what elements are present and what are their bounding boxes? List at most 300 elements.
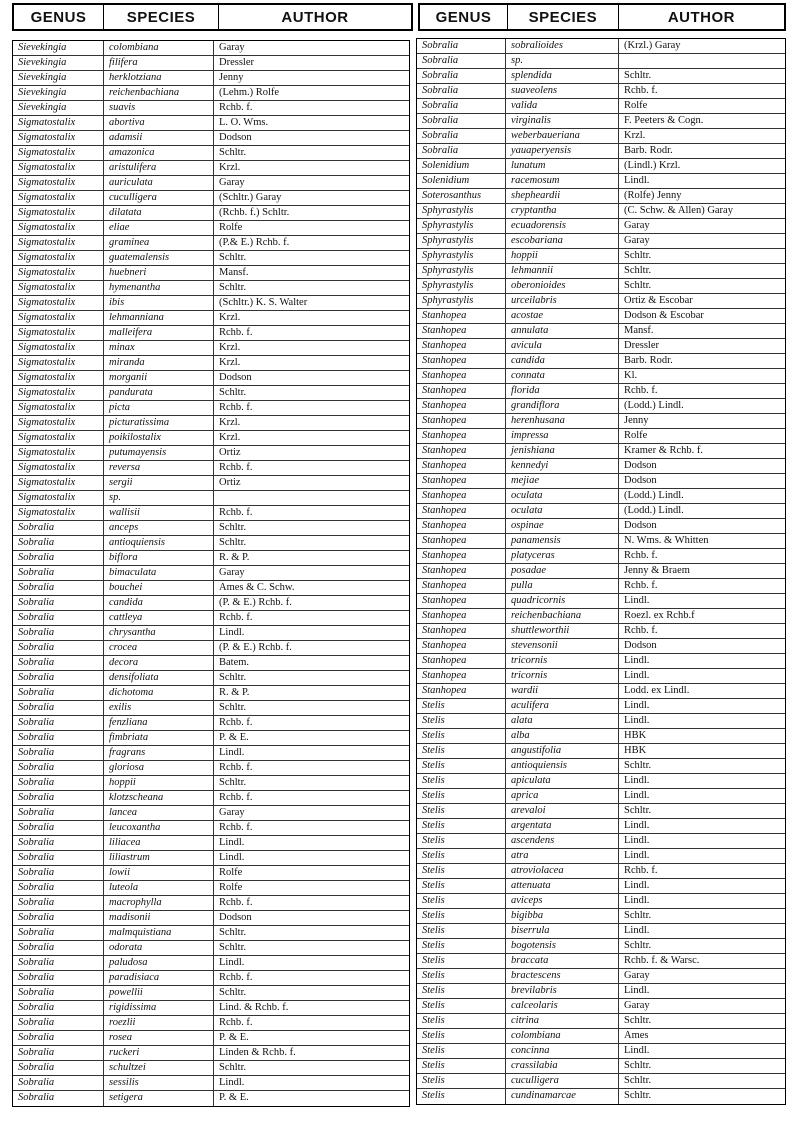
genus-cell: Sievekingia (18, 87, 67, 98)
species-cell: amazonica (103, 146, 213, 160)
author-cell: Ortiz (213, 446, 408, 460)
genus-cell: Stelis (422, 775, 445, 786)
genus-cell: Sobralia (18, 582, 55, 593)
table-row (417, 594, 785, 609)
table-row (13, 251, 409, 266)
author-cell: Schltr. (213, 536, 408, 550)
table-row (13, 116, 409, 131)
author-cell: Schltr. (618, 1014, 784, 1028)
table-row (13, 971, 409, 986)
author-cell: Rchb. f. (618, 624, 784, 638)
table-row (417, 744, 785, 759)
species-cell: urceilabris (505, 294, 618, 308)
species-cell: impressa (505, 429, 618, 443)
table-row (13, 941, 409, 956)
table-row (13, 356, 409, 371)
species-cell: abortiva (103, 116, 213, 130)
species-cell: densifoliata (103, 671, 213, 685)
author-cell: (P. & E.) Rchb. f. (213, 641, 408, 655)
left-table (12, 40, 410, 1107)
author-cell: Garay (213, 41, 408, 55)
author-cell: Lindl. (618, 879, 784, 893)
genus-cell: Stelis (422, 715, 445, 726)
author-cell: L. O. Wms. (213, 116, 408, 130)
author-cell: Schltr. (618, 1074, 784, 1088)
author-cell: Rchb. f. (618, 864, 784, 878)
species-cell: candida (103, 596, 213, 610)
author-cell: Ortiz & Escobar (618, 294, 784, 308)
table-row (13, 536, 409, 551)
table-row (417, 354, 785, 369)
table-row (417, 669, 785, 684)
genus-cell: Sobralia (422, 85, 459, 96)
species-cell: wardii (505, 684, 618, 698)
table-row (13, 1046, 409, 1061)
author-cell: Barb. Rodr. (618, 144, 784, 158)
genus-cell: Stanhopea (422, 595, 467, 606)
table-row (417, 309, 785, 324)
table-row (417, 969, 785, 984)
genus-cell: Sigmatostalix (18, 342, 76, 353)
genus-cell: Sigmatostalix (18, 447, 76, 458)
genus-cell: Sobralia (18, 537, 55, 548)
species-cell: colombiana (103, 41, 213, 55)
species-cell: apiculata (505, 774, 618, 788)
species-cell: ecuadorensis (505, 219, 618, 233)
table-row (13, 896, 409, 911)
genus-cell: Stelis (422, 1045, 445, 1056)
genus-cell: Stelis (422, 880, 445, 891)
species-cell: putumayensis (103, 446, 213, 460)
table-row (417, 549, 785, 564)
table-row (13, 371, 409, 386)
author-cell: Dodson (618, 639, 784, 653)
author-cell: Lindl. (618, 849, 784, 863)
species-cell: poikilostalix (103, 431, 213, 445)
genus-cell: Stanhopea (422, 505, 467, 516)
species-cell: miranda (103, 356, 213, 370)
genus-cell: Sigmatostalix (18, 372, 76, 383)
table-row (417, 639, 785, 654)
author-cell: Ortiz (213, 476, 408, 490)
table-row (417, 909, 785, 924)
table-row (417, 999, 785, 1014)
author-header: AUTHOR (218, 5, 411, 29)
genus-cell: Sobralia (18, 717, 55, 728)
author-cell: Rchb. f. (213, 1016, 408, 1030)
author-cell: Dodson (618, 474, 784, 488)
genus-cell: Sobralia (422, 55, 459, 66)
author-cell: Lindl. (618, 984, 784, 998)
species-cell: argentata (505, 819, 618, 833)
author-cell: Barb. Rodr. (618, 354, 784, 368)
table-row (13, 476, 409, 491)
species-cell: aprica (505, 789, 618, 803)
genus-cell: Stanhopea (422, 640, 467, 651)
species-cell: powellii (103, 986, 213, 1000)
author-cell: Lindl. (618, 714, 784, 728)
species-cell: hymenantha (103, 281, 213, 295)
genus-cell: Sobralia (18, 672, 55, 683)
author-cell: Garay (213, 806, 408, 820)
genus-cell: Stanhopea (422, 340, 467, 351)
species-cell: madisonii (103, 911, 213, 925)
genus-cell: Sigmatostalix (18, 507, 76, 518)
species-cell: arevaloi (505, 804, 618, 818)
table-row (13, 191, 409, 206)
author-cell: (Lehm.) Rolfe (213, 86, 408, 100)
author-cell: Rchb. f. (213, 611, 408, 625)
author-cell: Dodson (213, 371, 408, 385)
species-cell: alba (505, 729, 618, 743)
table-row (417, 1044, 785, 1059)
author-cell: Mansf. (618, 324, 784, 338)
species-cell: ibis (103, 296, 213, 310)
table-row (13, 506, 409, 521)
species-cell: malleifera (103, 326, 213, 340)
author-cell: Lindl. (618, 924, 784, 938)
species-cell: attenuata (505, 879, 618, 893)
species-cell: aviceps (505, 894, 618, 908)
species-header: SPECIES (507, 5, 618, 29)
genus-cell: Sigmatostalix (18, 207, 76, 218)
species-cell: panamensis (505, 534, 618, 548)
genus-cell: Sobralia (18, 897, 55, 908)
author-cell: (P.& E.) Rchb. f. (213, 236, 408, 250)
species-cell: eliae (103, 221, 213, 235)
species-cell: exilis (103, 701, 213, 715)
table-row (417, 984, 785, 999)
author-cell: Schltr. (618, 249, 784, 263)
genus-cell: Stanhopea (422, 370, 467, 381)
table-row (417, 1029, 785, 1044)
table-row (13, 641, 409, 656)
table-row (417, 924, 785, 939)
table-row (13, 131, 409, 146)
table-row (13, 776, 409, 791)
genus-cell: Sobralia (18, 972, 55, 983)
species-cell: lancea (103, 806, 213, 820)
species-cell: biserrula (505, 924, 618, 938)
species-cell: oculata (505, 504, 618, 518)
species-cell: sessilis (103, 1076, 213, 1090)
genus-cell: Sigmatostalix (18, 387, 76, 398)
table-row (417, 279, 785, 294)
genus-cell: Sigmatostalix (18, 432, 76, 443)
species-cell: pandurata (103, 386, 213, 400)
genus-cell: Stanhopea (422, 415, 467, 426)
species-cell: setigera (103, 1091, 213, 1106)
species-cell: klotzscheana (103, 791, 213, 805)
author-cell: P. & E. (213, 1031, 408, 1045)
table-row (13, 1091, 409, 1106)
author-cell: (C. Schw. & Allen) Garay (618, 204, 784, 218)
genus-cell: Sobralia (18, 1047, 55, 1058)
table-row (13, 71, 409, 86)
genus-cell: Sobralia (18, 882, 55, 893)
author-cell: Rchb. f. (213, 761, 408, 775)
right-table (416, 38, 786, 1105)
species-cell: cuculligera (103, 191, 213, 205)
author-cell: Lindl. (213, 851, 408, 865)
species-cell: reichenbachiana (505, 609, 618, 623)
table-row (13, 281, 409, 296)
author-cell: Kl. (618, 369, 784, 383)
table-row (13, 986, 409, 1001)
table-row (417, 624, 785, 639)
genus-cell: Stanhopea (422, 325, 467, 336)
table-row (13, 236, 409, 251)
genus-cell: Solenidium (422, 160, 470, 171)
author-cell: P. & E. (213, 731, 408, 745)
table-row (13, 86, 409, 101)
species-cell: ruckeri (103, 1046, 213, 1060)
genus-cell: Stelis (422, 940, 445, 951)
species-cell: macrophylla (103, 896, 213, 910)
table-row (417, 294, 785, 309)
species-cell: chrysantha (103, 626, 213, 640)
author-cell: Rchb. f. (618, 549, 784, 563)
author-cell: F. Peeters & Cogn. (618, 114, 784, 128)
author-cell: N. Wms. & Whitten (618, 534, 784, 548)
table-row (417, 84, 785, 99)
genus-cell: Sobralia (18, 942, 55, 953)
species-cell: ospinae (505, 519, 618, 533)
genus-cell: Stanhopea (422, 475, 467, 486)
genus-cell: Sobralia (18, 657, 55, 668)
species-cell: yauaperyensis (505, 144, 618, 158)
author-cell: Garay (618, 234, 784, 248)
author-cell: Linden & Rchb. f. (213, 1046, 408, 1060)
genus-cell: Stelis (422, 1000, 445, 1011)
species-cell: atra (505, 849, 618, 863)
author-cell: Schltr. (618, 264, 784, 278)
table-row (13, 701, 409, 716)
table-row (417, 864, 785, 879)
genus-cell: Sphyrastylis (422, 295, 474, 306)
species-cell: florida (505, 384, 618, 398)
genus-cell: Sobralia (18, 642, 55, 653)
author-cell: Schltr. (213, 281, 408, 295)
table-row (13, 911, 409, 926)
table-row (417, 159, 785, 174)
genus-cell: Stelis (422, 700, 445, 711)
genus-cell: Sobralia (422, 130, 459, 141)
genus-cell: Sigmatostalix (18, 267, 76, 278)
species-cell: oculata (505, 489, 618, 503)
table-row (417, 939, 785, 954)
genus-cell: Stanhopea (422, 430, 467, 441)
species-cell: minax (103, 341, 213, 355)
right-header (418, 3, 786, 31)
genus-cell: Sobralia (18, 1092, 55, 1103)
author-cell: Krzl. (213, 161, 408, 175)
species-cell: antioquiensis (103, 536, 213, 550)
species-cell: bogotensis (505, 939, 618, 953)
species-cell: brevilabris (505, 984, 618, 998)
genus-cell: Sigmatostalix (18, 402, 76, 413)
genus-cell: Sobralia (18, 957, 55, 968)
genus-cell: Sobralia (18, 1062, 55, 1073)
table-row (417, 99, 785, 114)
table-row (13, 761, 409, 776)
table-row (417, 339, 785, 354)
author-cell: Krzl. (618, 129, 784, 143)
author-cell: Ames (618, 1029, 784, 1043)
species-cell: rigidissima (103, 1001, 213, 1015)
author-cell: Lindl. (618, 1044, 784, 1058)
author-cell: Schltr. (213, 521, 408, 535)
species-cell: tricornis (505, 654, 618, 668)
genus-cell: Stelis (422, 805, 445, 816)
table-row (13, 311, 409, 326)
genus-cell: Sobralia (18, 567, 55, 578)
table-row (417, 174, 785, 189)
species-cell: huebneri (103, 266, 213, 280)
author-cell: Jenny (213, 71, 408, 85)
author-cell: (Schltr.) Garay (213, 191, 408, 205)
genus-cell: Stelis (422, 1060, 445, 1071)
table-row (417, 249, 785, 264)
author-cell: Rchb. f. (618, 384, 784, 398)
species-cell: liliacea (103, 836, 213, 850)
table-row (13, 551, 409, 566)
table-row (13, 566, 409, 581)
genus-cell: Sobralia (18, 912, 55, 923)
table-row (13, 1061, 409, 1076)
table-row (13, 1076, 409, 1091)
species-cell: cuculligera (505, 1074, 618, 1088)
genus-cell: Stelis (422, 925, 445, 936)
genus-cell: Solenidium (422, 175, 470, 186)
genus-cell: Sigmatostalix (18, 462, 76, 473)
author-cell: Schltr. (618, 804, 784, 818)
author-cell: Dodson (618, 459, 784, 473)
table-row (13, 416, 409, 431)
author-cell: Jenny & Braem (618, 564, 784, 578)
species-cell: dilatata (103, 206, 213, 220)
genus-cell: Stanhopea (422, 685, 467, 696)
genus-cell: Sobralia (422, 100, 459, 111)
table-row (13, 491, 409, 506)
author-cell: Rchb. f. (213, 971, 408, 985)
genus-cell: Stelis (422, 835, 445, 846)
species-cell: bouchei (103, 581, 213, 595)
author-cell: Krzl. (213, 431, 408, 445)
species-cell: schultzei (103, 1061, 213, 1075)
species-cell: colombiana (505, 1029, 618, 1043)
species-cell: adamsii (103, 131, 213, 145)
table-row (417, 774, 785, 789)
table-row (417, 384, 785, 399)
author-cell: Garay (213, 566, 408, 580)
genus-cell: Sigmatostalix (18, 177, 76, 188)
genus-cell: Sphyrastylis (422, 250, 474, 261)
author-cell: Lindl. (618, 174, 784, 188)
species-cell: reversa (103, 461, 213, 475)
table-row (417, 804, 785, 819)
table-row (417, 69, 785, 84)
table-row (13, 866, 409, 881)
table-row (13, 41, 409, 56)
author-cell: Lindl. (213, 956, 408, 970)
species-cell: picta (103, 401, 213, 415)
table-row (417, 534, 785, 549)
table-row (13, 731, 409, 746)
genus-cell: Sigmatostalix (18, 417, 76, 428)
author-cell: Lindl. (213, 746, 408, 760)
author-cell: Jenny (618, 414, 784, 428)
table-row (417, 54, 785, 69)
author-header: AUTHOR (618, 5, 784, 29)
table-row (13, 326, 409, 341)
author-cell: Krzl. (213, 416, 408, 430)
species-cell: filifera (103, 56, 213, 70)
author-cell: Kramer & Rchb. f. (618, 444, 784, 458)
genus-header: GENUS (30, 8, 87, 26)
genus-cell: Sigmatostalix (18, 222, 76, 233)
table-row (13, 926, 409, 941)
species-cell: bractescens (505, 969, 618, 983)
table-row (417, 759, 785, 774)
table-row (417, 819, 785, 834)
table-row (13, 836, 409, 851)
species-cell: crocea (103, 641, 213, 655)
genus-cell: Sievekingia (18, 102, 67, 113)
genus-cell: Sigmatostalix (18, 132, 76, 143)
table-row (417, 729, 785, 744)
author-cell: Lindl. (618, 669, 784, 683)
species-cell: guatemalensis (103, 251, 213, 265)
author-cell: Dressler (618, 339, 784, 353)
table-row (417, 954, 785, 969)
author-cell: Batem. (213, 656, 408, 670)
genus-cell: Sigmatostalix (18, 147, 76, 158)
author-cell: Garay (213, 176, 408, 190)
genus-cell: Stelis (422, 790, 445, 801)
genus-cell: Stanhopea (422, 580, 467, 591)
author-cell: Dressler (213, 56, 408, 70)
author-cell: Lindl. (618, 789, 784, 803)
genus-cell: Sobralia (18, 1077, 55, 1088)
species-cell: citrina (505, 1014, 618, 1028)
author-cell: Schltr. (618, 909, 784, 923)
author-cell: Lindl. (618, 774, 784, 788)
genus-cell: Stelis (422, 865, 445, 876)
author-cell: Ames & C. Schw. (213, 581, 408, 595)
author-cell: Dodson (618, 519, 784, 533)
species-cell: virginalis (505, 114, 618, 128)
genus-cell: Sobralia (18, 777, 55, 788)
table-row (417, 1089, 785, 1104)
author-cell: Rchb. f. & Warsc. (618, 954, 784, 968)
species-cell: posadae (505, 564, 618, 578)
table-row (417, 459, 785, 474)
table-row (13, 1016, 409, 1031)
table-row (417, 849, 785, 864)
genus-cell: Sobralia (18, 837, 55, 848)
author-cell: Rolfe (618, 99, 784, 113)
species-cell: picturatissima (103, 416, 213, 430)
genus-cell: Sigmatostalix (18, 252, 76, 263)
species-cell: cattleya (103, 611, 213, 625)
genus-cell: Sigmatostalix (18, 477, 76, 488)
genus-cell: Stanhopea (422, 355, 467, 366)
table-row (417, 1074, 785, 1089)
author-cell: R. & P. (213, 686, 408, 700)
genus-header: GENUS (435, 8, 492, 26)
genus-cell: Sobralia (18, 792, 55, 803)
